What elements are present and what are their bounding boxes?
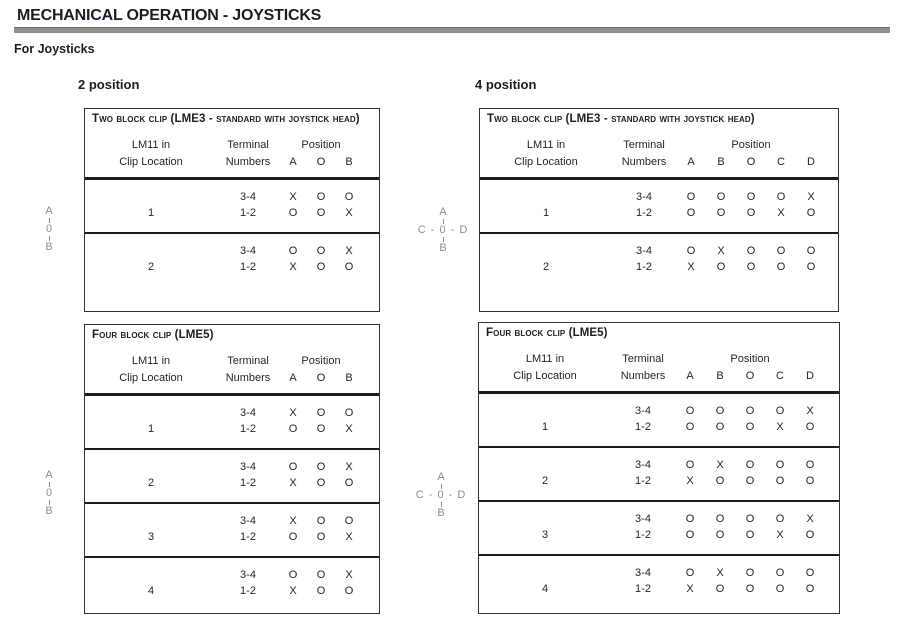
position-state-cell: O [745,567,755,579]
terminal-numbers-cell: 1-2 [240,477,256,489]
position-state-cell: O [746,261,756,273]
position-state-cell: O [745,405,755,417]
position-state-cell: O [715,513,725,525]
clip-location-group [85,448,379,502]
col-header-position: Position [301,139,341,151]
terminal-numbers-cell: 3-4 [240,191,256,203]
col-header-clip-location-line2: Clip Location [119,372,183,384]
position-column-header: A [289,372,297,384]
position-state-cell: O [316,569,326,581]
clip-location-cell: 3 [147,531,155,543]
clip-location-cell: 2 [147,477,155,489]
col-header-terminal-line1: Terminal [227,355,269,367]
position-state-cell: O [776,261,786,273]
position-state-cell: O [686,245,696,257]
position-state-cell: X [345,531,353,543]
col-header-terminal-line2: Numbers [620,370,666,382]
terminal-numbers-cell: 1-2 [636,261,652,273]
position-state-cell: O [344,191,354,203]
table-row [85,205,379,221]
terminal-numbers-cell: 1-2 [635,475,651,487]
position-state-cell: X [345,461,353,473]
position-state-cell: X [289,585,297,597]
col-header-terminal-line1: Terminal [622,353,664,365]
table-body [479,394,839,608]
table-row [480,205,838,221]
terminal-numbers-cell: 3-4 [635,567,651,579]
clip-location-cell: 4 [541,583,549,595]
table-row [85,405,379,421]
clip-location-cell: 2 [541,475,549,487]
position-state-cell: O [805,529,815,541]
position-state-cell: X [776,421,784,433]
col-header-terminal-line2: Numbers [225,156,271,168]
clip-location-cell: 1 [542,207,550,219]
position-state-cell: X [686,475,694,487]
title-rule [14,27,890,33]
position-state-cell: O [344,585,354,597]
diagram-letter: B [437,507,445,519]
terminal-numbers-cell: 3-4 [240,569,256,581]
table-header [480,137,838,180]
terminal-numbers-cell: 3-4 [635,405,651,417]
position-state-cell: O [344,261,354,273]
position-state-cell: O [316,207,326,219]
position-state-cell: O [716,207,726,219]
position-state-cell: O [715,529,725,541]
table-row [85,475,379,491]
diagram-abcd-cross-top-right [413,207,473,254]
position-column-header: A [687,156,695,168]
position-state-cell: O [745,421,755,433]
position-state-cell: O [344,407,354,419]
clip-location-cell: 1 [147,423,155,435]
position-state-cell: X [289,477,297,489]
position-state-cell: X [289,407,297,419]
position-state-cell: O [316,477,326,489]
position-state-cell: O [716,191,726,203]
section-heading-2-position: 2 position [78,77,140,92]
position-state-cell: O [288,461,298,473]
table-body [85,180,379,286]
position-state-cell: O [775,475,785,487]
col-header-clip-location-line1: LM11 in [131,355,171,367]
position-column-header: O [316,372,326,384]
terminal-numbers-cell: 3-4 [635,459,651,471]
col-header-position: Position [731,139,771,151]
clip-location-group [479,446,839,500]
position-state-cell: X [806,513,814,525]
position-state-cell: X [345,569,353,581]
position-state-cell: O [715,475,725,487]
clip-location-cell: 4 [147,585,155,597]
position-state-cell: O [316,191,326,203]
position-state-cell: O [805,567,815,579]
position-state-cell: X [806,405,814,417]
position-state-cell: O [288,245,298,257]
table-row [85,583,379,599]
table-two-block-clip-4pos [479,108,839,312]
diagram-ab-axis-top-left [41,206,57,253]
position-state-cell: O [805,583,815,595]
position-state-cell: X [716,459,724,471]
col-header-terminal-line2: Numbers [225,372,271,384]
position-state-cell: O [316,407,326,419]
col-header-terminal-line1: Terminal [227,139,269,151]
position-state-cell: O [746,191,756,203]
terminal-numbers-cell: 3-4 [240,407,256,419]
terminal-numbers-cell: 3-4 [240,461,256,473]
position-column-header: C [776,370,784,382]
terminal-numbers-cell: 1-2 [635,421,651,433]
diagram-abcd-cross-bottom-right [411,472,471,519]
clip-location-cell: 1 [147,207,155,219]
col-header-clip-location-line2: Clip Location [514,156,578,168]
position-state-cell: X [807,191,815,203]
table-row [479,403,839,419]
table-row [85,259,379,275]
section-heading-4-position: 4 position [475,77,537,92]
position-state-cell: O [288,569,298,581]
position-state-cell: O [776,245,786,257]
table-row [479,419,839,435]
clip-location-group [479,554,839,608]
position-state-cell: O [775,405,785,417]
position-state-cell: O [344,515,354,527]
position-state-cell: O [316,423,326,435]
terminal-numbers-cell: 1-2 [635,583,651,595]
table-row [479,565,839,581]
position-state-cell: O [316,531,326,543]
terminal-numbers-cell: 1-2 [240,423,256,435]
position-state-cell: X [289,191,297,203]
position-state-cell: O [344,477,354,489]
table-header [85,137,379,180]
position-state-cell: O [775,513,785,525]
position-state-cell: X [717,245,725,257]
position-column-header: O [316,156,326,168]
clip-location-group [480,180,838,232]
diagram-letter: B [45,241,53,253]
diagram-ab-axis-bottom-left [41,470,57,517]
position-state-cell: O [745,583,755,595]
position-state-cell: O [805,459,815,471]
position-column-header: B [717,156,725,168]
col-header-clip-location-line2: Clip Location [119,156,183,168]
table-row [85,243,379,259]
clip-location-group [85,396,379,448]
position-column-header: D [806,370,814,382]
position-column-header: A [289,156,297,168]
position-state-cell: O [685,567,695,579]
col-header-clip-location-line1: LM11 in [131,139,171,151]
table-row [479,581,839,597]
position-state-cell: O [716,261,726,273]
diagram-letter: A [439,206,447,218]
table-four-block-clip-4pos [478,322,840,614]
position-state-cell: O [805,475,815,487]
table-row [85,459,379,475]
terminal-numbers-cell: 3-4 [240,515,256,527]
position-state-cell: O [316,461,326,473]
position-state-cell: O [715,405,725,417]
position-state-cell: X [687,261,695,273]
diagram-letter: 0 [45,487,53,499]
terminal-numbers-cell: 1-2 [240,585,256,597]
position-state-cell: O [685,421,695,433]
position-column-header: O [746,156,756,168]
col-header-position: Position [730,353,770,365]
position-state-cell: O [746,207,756,219]
table-row [480,189,838,205]
position-state-cell: X [289,515,297,527]
diagram-letter: 0 [45,223,53,235]
clip-location-cell: 2 [542,261,550,273]
position-state-cell: O [806,245,816,257]
terminal-numbers-cell: 1-2 [240,261,256,273]
clip-location-group [85,556,379,610]
position-state-cell: O [745,529,755,541]
clip-location-cell: 2 [147,261,155,273]
position-state-cell: O [316,515,326,527]
table-title: Two block clip (LME3 - standard with joystick head) [92,113,360,125]
diagram-letter: B [439,242,447,254]
table-row [85,513,379,529]
table-row [480,259,838,275]
col-header-clip-location-line1: LM11 in [525,353,565,365]
col-header-position: Position [301,355,341,367]
clip-location-group [85,232,379,286]
table-row [85,421,379,437]
clip-location-group [85,180,379,232]
terminal-numbers-cell: 3-4 [636,245,652,257]
position-state-cell: O [805,421,815,433]
diagram-middle-row: C - 0 - D [417,224,469,236]
position-state-cell: O [685,513,695,525]
table-row [479,511,839,527]
diagram-letter: B [45,505,53,517]
position-state-cell: O [685,459,695,471]
terminal-numbers-cell: 3-4 [635,513,651,525]
table-row [85,567,379,583]
position-column-header: D [807,156,815,168]
terminal-numbers-cell: 3-4 [636,191,652,203]
position-state-cell: O [715,421,725,433]
col-header-terminal-line2: Numbers [621,156,667,168]
position-state-cell: O [775,583,785,595]
position-state-cell: O [316,585,326,597]
position-state-cell: O [806,261,816,273]
page-title: MECHANICAL OPERATION - JOYSTICKS [17,7,322,24]
position-state-cell: X [345,245,353,257]
table-title: Two block clip (LME3 - standard with joystick head) [487,113,755,125]
terminal-numbers-cell: 1-2 [635,529,651,541]
table-row [479,527,839,543]
position-column-header: A [686,370,694,382]
position-state-cell: O [746,245,756,257]
diagram-letter: A [45,205,53,217]
diagram-letter: A [437,471,445,483]
position-state-cell: O [288,531,298,543]
table-header [479,351,839,394]
position-state-cell: O [806,207,816,219]
position-state-cell: O [745,513,755,525]
position-column-header: B [345,372,353,384]
position-state-cell: O [685,529,695,541]
position-state-cell: X [289,261,297,273]
position-state-cell: X [345,423,353,435]
table-row [479,473,839,489]
subtitle: For Joysticks [14,42,95,56]
position-state-cell: O [316,261,326,273]
diagram-middle-row: C - 0 - D [415,489,467,501]
position-state-cell: O [686,191,696,203]
table-body [85,396,379,610]
position-column-header: B [345,156,353,168]
terminal-numbers-cell: 3-4 [240,245,256,257]
table-body [480,180,838,286]
position-state-cell: O [288,423,298,435]
diagram-letter: A [45,469,53,481]
table-four-block-clip-2pos [84,324,380,614]
terminal-numbers-cell: 1-2 [240,531,256,543]
position-state-cell: X [777,207,785,219]
position-state-cell: O [775,459,785,471]
position-state-cell: O [715,583,725,595]
position-state-cell: O [775,567,785,579]
clip-location-cell: 3 [541,529,549,541]
position-state-cell: O [686,207,696,219]
position-column-header: O [745,370,755,382]
position-column-header: C [777,156,785,168]
position-state-cell: O [745,459,755,471]
table-row [85,189,379,205]
clip-location-group [479,500,839,554]
table-two-block-clip-2pos [84,108,380,312]
position-state-cell: X [716,567,724,579]
position-state-cell: O [745,475,755,487]
clip-location-group [85,502,379,556]
position-state-cell: X [345,207,353,219]
position-state-cell: O [776,191,786,203]
table-title: Four block clip (LME5) [92,329,214,341]
position-state-cell: X [776,529,784,541]
table-row [479,457,839,473]
col-header-terminal-line1: Terminal [623,139,665,151]
terminal-numbers-cell: 1-2 [636,207,652,219]
clip-location-cell: 1 [541,421,549,433]
table-row [85,529,379,545]
position-state-cell: O [316,245,326,257]
position-state-cell: O [288,207,298,219]
position-column-header: B [716,370,724,382]
table-title: Four block clip (LME5) [486,327,608,339]
position-state-cell: X [686,583,694,595]
table-header [85,353,379,396]
position-state-cell: O [685,405,695,417]
table-row [480,243,838,259]
terminal-numbers-cell: 1-2 [240,207,256,219]
clip-location-group [479,394,839,446]
col-header-clip-location-line1: LM11 in [526,139,566,151]
clip-location-group [480,232,838,286]
col-header-clip-location-line2: Clip Location [513,370,577,382]
